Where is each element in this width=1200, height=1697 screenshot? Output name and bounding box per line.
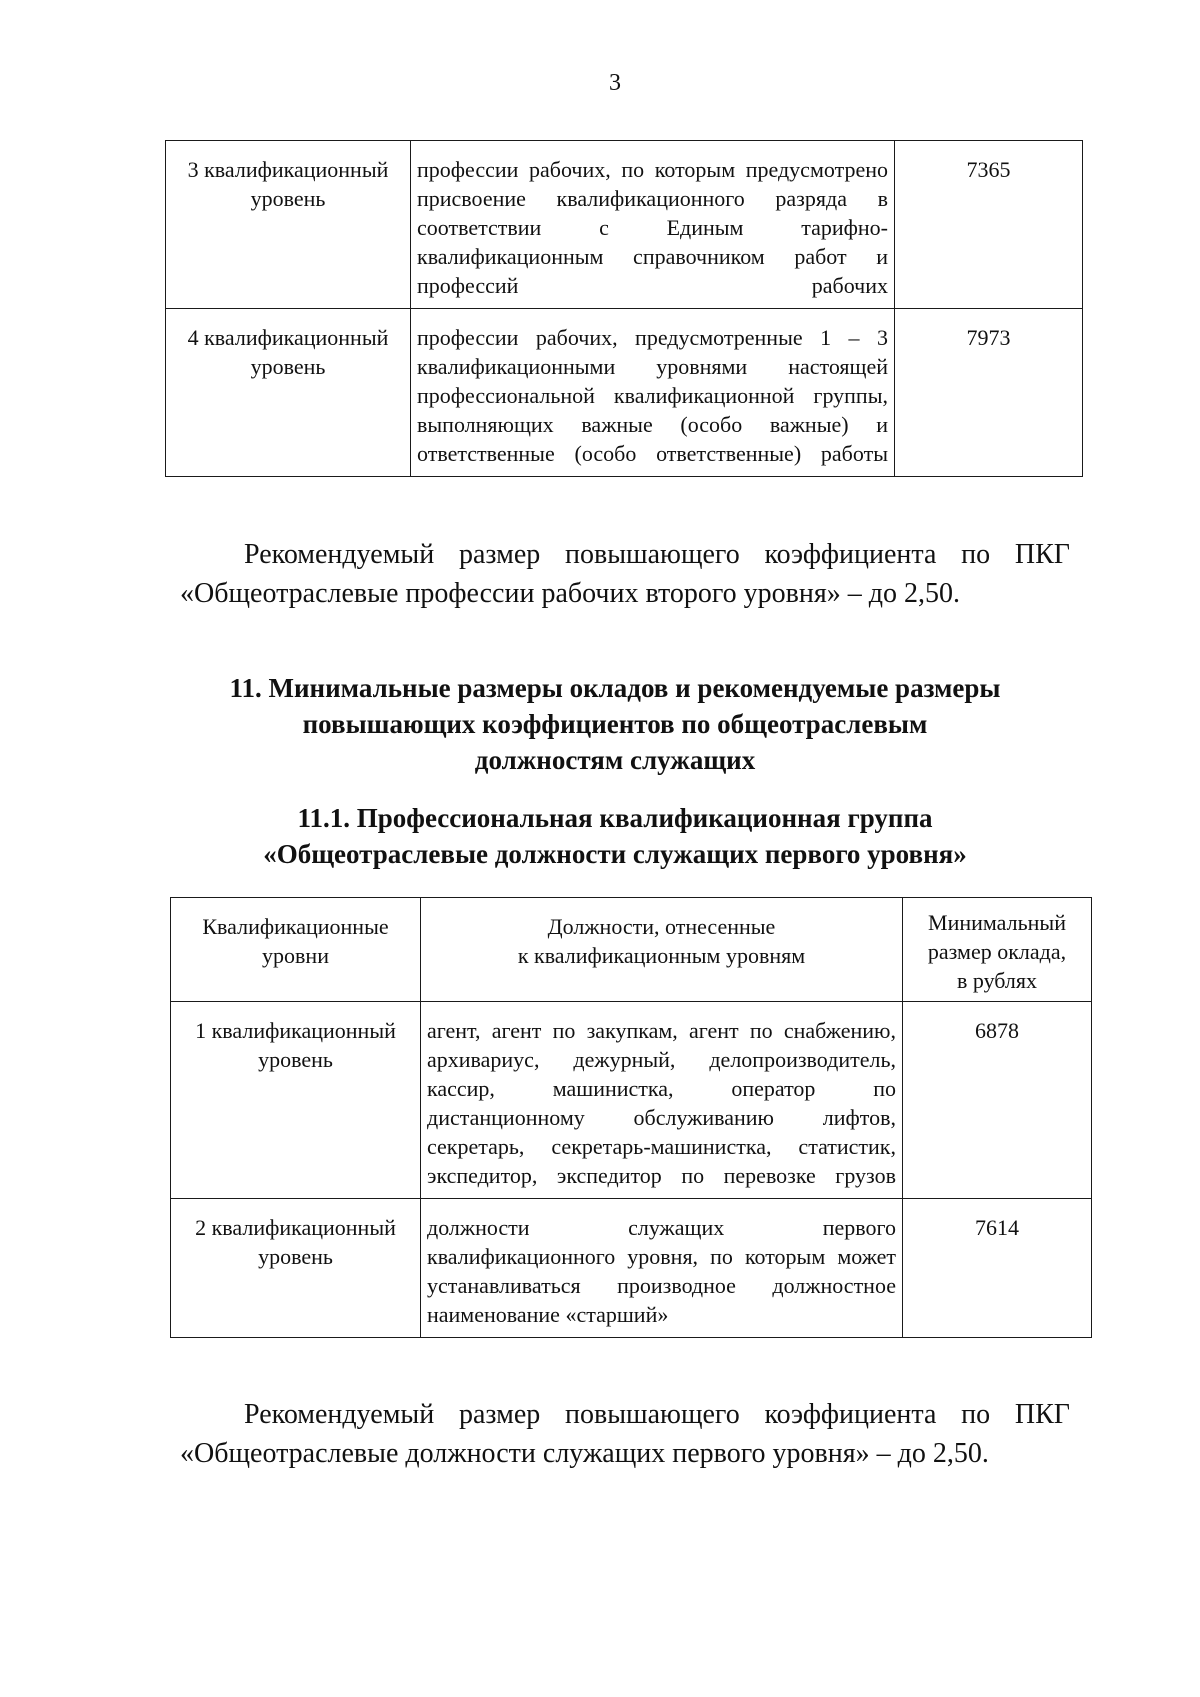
level-suffix: уровень	[258, 1244, 333, 1269]
salary-cell: 7365	[895, 141, 1083, 309]
level-name: 3 квалификационный	[187, 157, 389, 182]
description-cell: профессии рабочих, предусмотренные 1 – 3 квалификационными уровнями настоящей профессиональной квалификационной группы, выполняющих важные (особо важные) и ответственные (особо ответственные) работы	[411, 309, 895, 477]
coefficient-paragraph-employees	[180, 1395, 1070, 1473]
header-text: уровни	[262, 943, 329, 968]
level-cell	[171, 1199, 421, 1338]
salary-cell: 6878	[903, 1002, 1092, 1199]
heading-line: должностям служащих	[474, 745, 756, 775]
header-text: Должности, отнесенные	[547, 914, 776, 939]
salary-cell: 7973	[895, 309, 1083, 477]
page-number: 3	[609, 70, 621, 96]
level-suffix: уровень	[258, 1047, 333, 1072]
table-row	[166, 309, 1083, 477]
description-cell: профессии рабочих, по которым предусмотрено присвоение квалификационного разряда в соответствии с Единым тарифно-квалификационным справочником работ и профессий рабочих	[411, 141, 895, 309]
table-row	[171, 1199, 1092, 1338]
qualification-table-employees	[170, 897, 1092, 1338]
header-levels	[171, 898, 421, 1002]
header-salary	[903, 898, 1092, 1002]
qualification-table-workers	[165, 140, 1083, 477]
paragraph-line: «Общеотраслевые профессии рабочих второго уровня» – до 2,50.	[180, 578, 960, 609]
table-row	[166, 141, 1083, 309]
paragraph-line: Рекомендуемый размер повышающего коэффициента по ПКГ	[244, 539, 1070, 570]
header-text: в рублях	[956, 968, 1038, 993]
level-suffix: уровень	[250, 186, 326, 211]
description-cell: должности служащих первого квалификационного уровня, по которым может устанавливаться производное должностное наименование «старший»	[421, 1199, 903, 1338]
level-suffix: уровень	[250, 354, 326, 379]
table-row	[171, 1002, 1092, 1199]
heading-line: 11. Минимальные размеры окладов и рекомендуемые размеры	[229, 673, 1001, 703]
header-text: Квалификационные	[202, 914, 389, 939]
level-name: 4 квалификационный	[187, 325, 389, 350]
header-text: к квалификационным уровням	[517, 943, 806, 968]
heading-line: 11.1. Профессиональная квалификационная группа	[297, 803, 933, 833]
section-heading	[150, 670, 1080, 778]
heading-line: «Общеотраслевые должности служащих первого уровня»	[263, 839, 967, 869]
subsection-heading	[150, 800, 1080, 872]
level-cell	[171, 1002, 421, 1199]
paragraph-line: «Общеотраслевые должности служащих первого уровня» – до 2,50.	[180, 1438, 989, 1469]
level-cell	[166, 141, 411, 309]
header-text: Минимальный	[928, 910, 1066, 935]
description-cell: агент, агент по закупкам, агент по снабжению, архивариус, дежурный, делопроизводитель, кассир, машинистка, оператор по дистанционному обслуживанию лифтов, секретарь, секретарь-машинистка, статистик, экспедитор, экспедитор по перевозке грузов	[421, 1002, 903, 1199]
header-positions	[421, 898, 903, 1002]
heading-line: повышающих коэффициентов по общеотраслевым	[302, 709, 928, 739]
level-name: 1 квалификационный	[195, 1018, 396, 1043]
level-name: 2 квалификационный	[195, 1215, 396, 1240]
level-cell	[166, 309, 411, 477]
salary-cell: 7614	[903, 1199, 1092, 1338]
table-header-row	[171, 898, 1092, 1002]
coefficient-paragraph-workers	[180, 535, 1070, 613]
header-text: размер оклада,	[927, 939, 1067, 964]
paragraph-line: Рекомендуемый размер повышающего коэффициента по ПКГ	[244, 1399, 1070, 1430]
